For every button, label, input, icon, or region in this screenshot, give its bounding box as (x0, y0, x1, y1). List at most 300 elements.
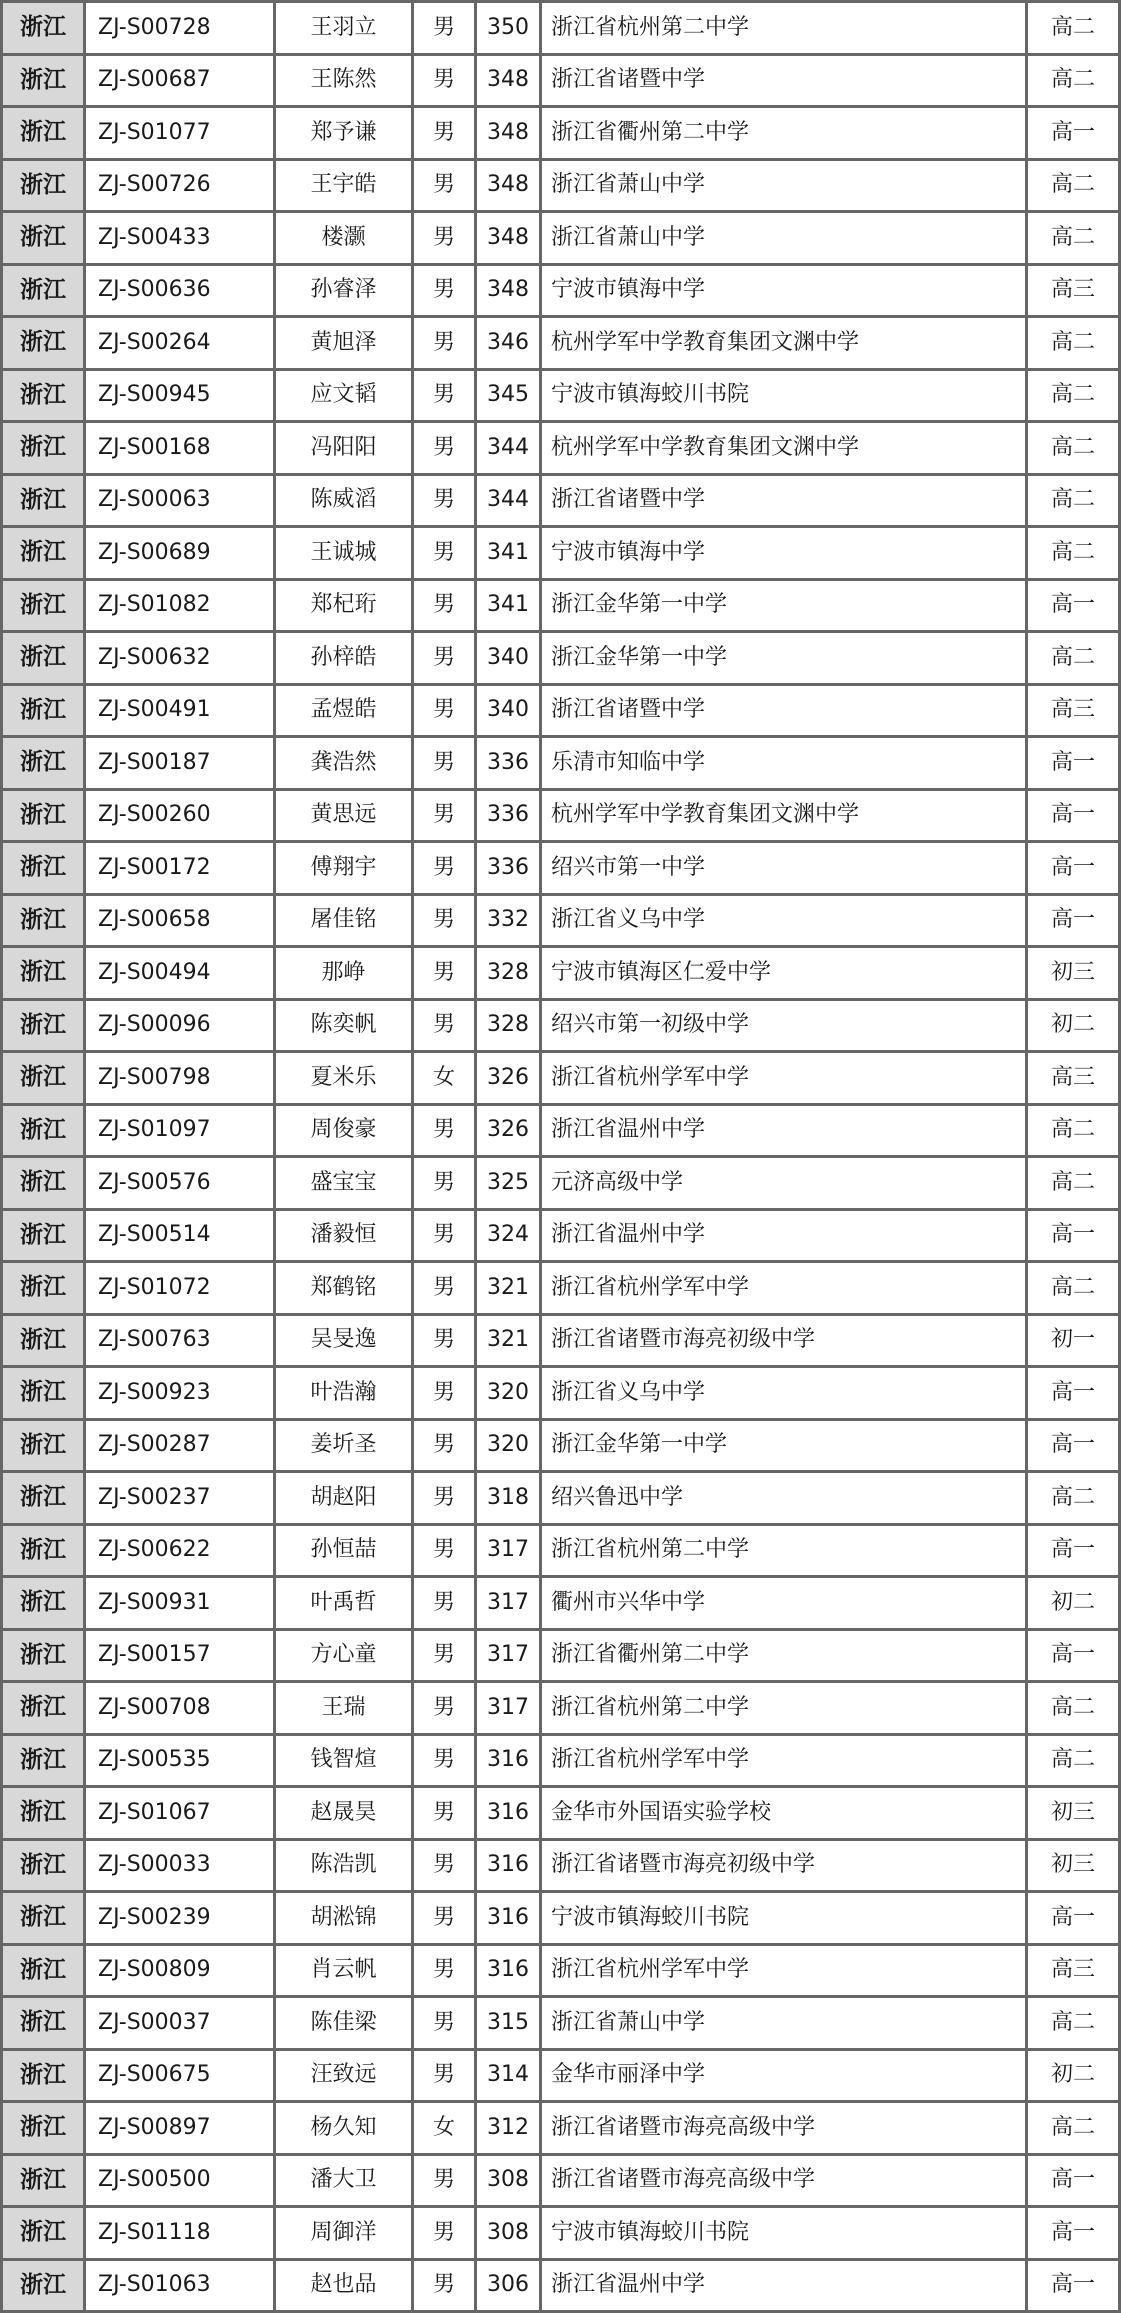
school-cell: 宁波市镇海蛟川书院 (541, 1892, 1027, 1945)
gender-cell: 男 (413, 737, 476, 790)
grade-cell: 高一 (1027, 1524, 1120, 1577)
student-name-cell: 赵也品 (275, 2259, 413, 2312)
table-row (2, 1157, 1120, 1210)
school-cell: 浙江省诸暨市海亮初级中学 (541, 1839, 1027, 1892)
school-cell: 浙江省温州中学 (541, 1104, 1027, 1157)
province-cell: 浙江 (2, 1997, 85, 2050)
gender-cell: 男 (413, 1997, 476, 2050)
student-name-cell: 盛宝宝 (275, 1157, 413, 1210)
student-id-cell: ZJ-S00172 (85, 842, 275, 895)
score-cell: 348 (476, 212, 541, 265)
school-cell: 浙江金华第一中学 (541, 1419, 1027, 1472)
score-cell: 314 (476, 2049, 541, 2102)
score-cell: 350 (476, 2, 541, 55)
score-cell: 321 (476, 1314, 541, 1367)
table-row (2, 2102, 1120, 2155)
gender-cell: 男 (413, 1682, 476, 1735)
gender-cell: 女 (413, 1052, 476, 1105)
student-id-cell: ZJ-S00157 (85, 1629, 275, 1682)
table-row (2, 1997, 1120, 2050)
student-name-cell: 郑鹤铭 (275, 1262, 413, 1315)
student-name-cell: 潘毅恒 (275, 1209, 413, 1262)
grade-cell: 高一 (1027, 1367, 1120, 1420)
score-cell: 317 (476, 1629, 541, 1682)
grade-cell: 高一 (1027, 1209, 1120, 1262)
gender-cell: 男 (413, 474, 476, 527)
student-name-cell: 孙睿泽 (275, 264, 413, 317)
school-cell: 浙江省诸暨市海亮高级中学 (541, 2154, 1027, 2207)
student-name-cell: 赵晟昊 (275, 1787, 413, 1840)
table-row (2, 54, 1120, 107)
school-cell: 浙江省萧山中学 (541, 212, 1027, 265)
province-cell: 浙江 (2, 1524, 85, 1577)
table-row (2, 1944, 1120, 1997)
grade-cell: 高二 (1027, 212, 1120, 265)
table-row (2, 159, 1120, 212)
grade-cell: 高一 (1027, 1892, 1120, 1945)
grade-cell: 高二 (1027, 474, 1120, 527)
gender-cell: 男 (413, 2207, 476, 2260)
province-cell: 浙江 (2, 894, 85, 947)
province-cell: 浙江 (2, 1892, 85, 1945)
table-row (2, 264, 1120, 317)
grade-cell: 高二 (1027, 369, 1120, 422)
score-cell: 316 (476, 1944, 541, 1997)
gender-cell: 男 (413, 159, 476, 212)
province-cell: 浙江 (2, 1419, 85, 1472)
gender-cell: 男 (413, 1157, 476, 1210)
student-id-cell: ZJ-S00433 (85, 212, 275, 265)
student-name-cell: 冯阳阳 (275, 422, 413, 475)
grade-cell: 高一 (1027, 2259, 1120, 2312)
gender-cell: 男 (413, 947, 476, 1000)
score-cell: 345 (476, 369, 541, 422)
grade-cell: 高二 (1027, 1682, 1120, 1735)
gender-cell: 男 (413, 2049, 476, 2102)
province-cell: 浙江 (2, 264, 85, 317)
score-cell: 320 (476, 1419, 541, 1472)
table-row (2, 1052, 1120, 1105)
province-cell: 浙江 (2, 789, 85, 842)
score-cell: 317 (476, 1682, 541, 1735)
table-row (2, 1577, 1120, 1630)
score-cell: 348 (476, 107, 541, 160)
student-id-cell: ZJ-S00945 (85, 369, 275, 422)
student-id-cell: ZJ-S00708 (85, 1682, 275, 1735)
gender-cell: 男 (413, 1734, 476, 1787)
grade-cell: 高二 (1027, 2102, 1120, 2155)
table-row (2, 894, 1120, 947)
grade-cell: 高一 (1027, 894, 1120, 947)
province-cell: 浙江 (2, 317, 85, 370)
province-cell: 浙江 (2, 1839, 85, 1892)
table-row (2, 2154, 1120, 2207)
score-cell: 316 (476, 1839, 541, 1892)
school-cell: 浙江省杭州第二中学 (541, 1524, 1027, 1577)
province-cell: 浙江 (2, 1682, 85, 1735)
table-row (2, 999, 1120, 1052)
province-cell: 浙江 (2, 1944, 85, 1997)
province-cell: 浙江 (2, 1787, 85, 1840)
province-cell: 浙江 (2, 369, 85, 422)
grade-cell: 高一 (1027, 789, 1120, 842)
student-id-cell: ZJ-S00728 (85, 2, 275, 55)
grade-cell: 高二 (1027, 1262, 1120, 1315)
school-cell: 浙江省杭州第二中学 (541, 2, 1027, 55)
score-cell: 341 (476, 527, 541, 580)
score-cell: 341 (476, 579, 541, 632)
province-cell: 浙江 (2, 107, 85, 160)
score-cell: 336 (476, 842, 541, 895)
student-name-cell: 王宇皓 (275, 159, 413, 212)
gender-cell: 男 (413, 2259, 476, 2312)
province-cell: 浙江 (2, 1629, 85, 1682)
school-cell: 浙江省诸暨中学 (541, 474, 1027, 527)
province-cell: 浙江 (2, 474, 85, 527)
province-cell: 浙江 (2, 54, 85, 107)
school-cell: 浙江省温州中学 (541, 1209, 1027, 1262)
table-row (2, 1839, 1120, 1892)
gender-cell: 男 (413, 684, 476, 737)
school-cell: 乐清市知临中学 (541, 737, 1027, 790)
score-cell: 326 (476, 1052, 541, 1105)
student-name-cell: 叶浩瀚 (275, 1367, 413, 1420)
student-name-cell: 黄思远 (275, 789, 413, 842)
grade-cell: 高一 (1027, 737, 1120, 790)
gender-cell: 男 (413, 369, 476, 422)
score-cell: 336 (476, 789, 541, 842)
student-name-cell: 楼灏 (275, 212, 413, 265)
school-cell: 浙江省萧山中学 (541, 1997, 1027, 2050)
grade-cell: 高二 (1027, 159, 1120, 212)
student-name-cell: 应文韬 (275, 369, 413, 422)
grade-cell: 高二 (1027, 1734, 1120, 1787)
table-row (2, 737, 1120, 790)
province-cell: 浙江 (2, 1472, 85, 1525)
school-cell: 宁波市镇海中学 (541, 527, 1027, 580)
province-cell: 浙江 (2, 2, 85, 55)
student-name-cell: 肖云帆 (275, 1944, 413, 1997)
grade-cell: 高一 (1027, 842, 1120, 895)
student-name-cell: 姜圻圣 (275, 1419, 413, 1472)
student-id-cell: ZJ-S00264 (85, 317, 275, 370)
school-cell: 浙江省衢州第二中学 (541, 1629, 1027, 1682)
gender-cell: 男 (413, 789, 476, 842)
grade-cell: 高三 (1027, 684, 1120, 737)
school-cell: 浙江省杭州学军中学 (541, 1944, 1027, 1997)
province-cell: 浙江 (2, 579, 85, 632)
grade-cell: 高一 (1027, 2207, 1120, 2260)
student-name-cell: 孟煜皓 (275, 684, 413, 737)
student-id-cell: ZJ-S01118 (85, 2207, 275, 2260)
student-id-cell: ZJ-S00494 (85, 947, 275, 1000)
province-cell: 浙江 (2, 422, 85, 475)
province-cell: 浙江 (2, 1734, 85, 1787)
student-id-cell: ZJ-S00287 (85, 1419, 275, 1472)
province-cell: 浙江 (2, 2049, 85, 2102)
school-cell: 浙江省诸暨市海亮高级中学 (541, 2102, 1027, 2155)
gender-cell: 男 (413, 1944, 476, 1997)
gender-cell: 男 (413, 264, 476, 317)
grade-cell: 高二 (1027, 1104, 1120, 1157)
student-name-cell: 傅翔宇 (275, 842, 413, 895)
grade-cell: 高二 (1027, 1472, 1120, 1525)
score-cell: 344 (476, 422, 541, 475)
student-name-cell: 方心童 (275, 1629, 413, 1682)
school-cell: 杭州学军中学教育集团文渊中学 (541, 789, 1027, 842)
province-cell: 浙江 (2, 684, 85, 737)
score-cell: 340 (476, 684, 541, 737)
table-row (2, 1262, 1120, 1315)
grade-cell: 高一 (1027, 1419, 1120, 1472)
table-row (2, 474, 1120, 527)
gender-cell: 男 (413, 579, 476, 632)
student-name-cell: 王羽立 (275, 2, 413, 55)
gender-cell: 男 (413, 1892, 476, 1945)
student-name-cell: 潘大卫 (275, 2154, 413, 2207)
province-cell: 浙江 (2, 632, 85, 685)
table-row (2, 579, 1120, 632)
gender-cell: 男 (413, 1209, 476, 1262)
school-cell: 浙江省诸暨中学 (541, 684, 1027, 737)
school-cell: 杭州学军中学教育集团文渊中学 (541, 317, 1027, 370)
gender-cell: 男 (413, 1262, 476, 1315)
gender-cell: 男 (413, 422, 476, 475)
school-cell: 宁波市镇海蛟川书院 (541, 369, 1027, 422)
grade-cell: 高二 (1027, 1157, 1120, 1210)
student-id-cell: ZJ-S00632 (85, 632, 275, 685)
student-name-cell: 胡赵阳 (275, 1472, 413, 1525)
student-name-cell: 汪致远 (275, 2049, 413, 2102)
student-name-cell: 钱智煊 (275, 1734, 413, 1787)
table-row (2, 317, 1120, 370)
score-cell: 308 (476, 2207, 541, 2260)
score-cell: 318 (476, 1472, 541, 1525)
table-row (2, 1104, 1120, 1157)
student-name-cell: 陈浩凯 (275, 1839, 413, 1892)
school-cell: 衢州市兴华中学 (541, 1577, 1027, 1630)
province-cell: 浙江 (2, 2102, 85, 2155)
score-cell: 320 (476, 1367, 541, 1420)
grade-cell: 初二 (1027, 1577, 1120, 1630)
grade-cell: 初三 (1027, 1839, 1120, 1892)
student-id-cell: ZJ-S01067 (85, 1787, 275, 1840)
student-name-cell: 周御洋 (275, 2207, 413, 2260)
school-cell: 浙江省杭州学军中学 (541, 1052, 1027, 1105)
score-cell: 308 (476, 2154, 541, 2207)
province-cell: 浙江 (2, 999, 85, 1052)
province-cell: 浙江 (2, 1157, 85, 1210)
grade-cell: 高一 (1027, 2154, 1120, 2207)
table-row (2, 1629, 1120, 1682)
province-cell: 浙江 (2, 2207, 85, 2260)
province-cell: 浙江 (2, 2154, 85, 2207)
school-cell: 元济高级中学 (541, 1157, 1027, 1210)
school-cell: 杭州学军中学教育集团文渊中学 (541, 422, 1027, 475)
score-cell: 344 (476, 474, 541, 527)
school-cell: 绍兴市第一中学 (541, 842, 1027, 895)
grade-cell: 高三 (1027, 264, 1120, 317)
grade-cell: 高二 (1027, 54, 1120, 107)
score-cell: 316 (476, 1734, 541, 1787)
student-name-cell: 郑杞珩 (275, 579, 413, 632)
gender-cell: 男 (413, 842, 476, 895)
score-cell: 315 (476, 1997, 541, 2050)
student-id-cell: ZJ-S01097 (85, 1104, 275, 1157)
school-cell: 浙江省诸暨中学 (541, 54, 1027, 107)
student-name-cell: 屠佳铭 (275, 894, 413, 947)
student-id-cell: ZJ-S00260 (85, 789, 275, 842)
score-cell: 306 (476, 2259, 541, 2312)
score-cell: 316 (476, 1892, 541, 1945)
table-row (2, 1367, 1120, 1420)
score-cell: 325 (476, 1157, 541, 1210)
school-cell: 宁波市镇海区仁爱中学 (541, 947, 1027, 1000)
table-row (2, 684, 1120, 737)
score-cell: 312 (476, 2102, 541, 2155)
table-row (2, 2, 1120, 55)
gender-cell: 男 (413, 527, 476, 580)
table-row (2, 1472, 1120, 1525)
student-name-cell: 孙恒喆 (275, 1524, 413, 1577)
gender-cell: 男 (413, 1839, 476, 1892)
school-cell: 浙江金华第一中学 (541, 632, 1027, 685)
score-cell: 321 (476, 1262, 541, 1315)
student-id-cell: ZJ-S00514 (85, 1209, 275, 1262)
score-cell: 324 (476, 1209, 541, 1262)
table-row (2, 212, 1120, 265)
school-cell: 宁波市镇海蛟川书院 (541, 2207, 1027, 2260)
province-cell: 浙江 (2, 1104, 85, 1157)
gender-cell: 男 (413, 1524, 476, 1577)
table-row (2, 1314, 1120, 1367)
student-id-cell: ZJ-S00063 (85, 474, 275, 527)
gender-cell: 男 (413, 1577, 476, 1630)
student-name-cell: 王诚城 (275, 527, 413, 580)
grade-cell: 高一 (1027, 579, 1120, 632)
school-cell: 浙江省衢州第二中学 (541, 107, 1027, 160)
student-name-cell: 陈奕帆 (275, 999, 413, 1052)
grade-cell: 初三 (1027, 947, 1120, 1000)
table-row (2, 1734, 1120, 1787)
score-cell: 317 (476, 1524, 541, 1577)
score-cell: 348 (476, 54, 541, 107)
gender-cell: 男 (413, 2154, 476, 2207)
student-id-cell: ZJ-S00500 (85, 2154, 275, 2207)
student-name-cell: 龚浩然 (275, 737, 413, 790)
gender-cell: 男 (413, 54, 476, 107)
grade-cell: 高一 (1027, 107, 1120, 160)
score-cell: 328 (476, 947, 541, 1000)
table-row (2, 107, 1120, 160)
table-row (2, 632, 1120, 685)
gender-cell: 女 (413, 2102, 476, 2155)
student-id-cell: ZJ-S00675 (85, 2049, 275, 2102)
student-id-cell: ZJ-S01077 (85, 107, 275, 160)
province-cell: 浙江 (2, 527, 85, 580)
grade-cell: 高二 (1027, 317, 1120, 370)
gender-cell: 男 (413, 2, 476, 55)
student-id-cell: ZJ-S00168 (85, 422, 275, 475)
student-id-cell: ZJ-S00037 (85, 1997, 275, 2050)
school-cell: 浙江省杭州学军中学 (541, 1734, 1027, 1787)
gender-cell: 男 (413, 1472, 476, 1525)
school-cell: 浙江省杭州学军中学 (541, 1262, 1027, 1315)
province-cell: 浙江 (2, 159, 85, 212)
grade-cell: 初一 (1027, 1314, 1120, 1367)
table-row (2, 2259, 1120, 2312)
province-cell: 浙江 (2, 1052, 85, 1105)
gender-cell: 男 (413, 894, 476, 947)
table-row (2, 789, 1120, 842)
province-cell: 浙江 (2, 1262, 85, 1315)
gender-cell: 男 (413, 107, 476, 160)
grade-cell: 初二 (1027, 999, 1120, 1052)
gender-cell: 男 (413, 999, 476, 1052)
school-cell: 浙江省温州中学 (541, 2259, 1027, 2312)
table-row (2, 2049, 1120, 2102)
student-id-cell: ZJ-S00622 (85, 1524, 275, 1577)
grade-cell: 高二 (1027, 2, 1120, 55)
score-cell: 332 (476, 894, 541, 947)
school-cell: 宁波市镇海中学 (541, 264, 1027, 317)
table-row (2, 1787, 1120, 1840)
student-name-cell: 杨久知 (275, 2102, 413, 2155)
school-cell: 浙江省杭州第二中学 (541, 1682, 1027, 1735)
province-cell: 浙江 (2, 1209, 85, 1262)
gender-cell: 男 (413, 1314, 476, 1367)
student-name-cell: 夏米乐 (275, 1052, 413, 1105)
grade-cell: 初二 (1027, 2049, 1120, 2102)
student-name-cell: 吴旻逸 (275, 1314, 413, 1367)
school-cell: 浙江省萧山中学 (541, 159, 1027, 212)
student-id-cell: ZJ-S00491 (85, 684, 275, 737)
province-cell: 浙江 (2, 212, 85, 265)
school-cell: 绍兴鲁迅中学 (541, 1472, 1027, 1525)
student-id-cell: ZJ-S01063 (85, 2259, 275, 2312)
gender-cell: 男 (413, 1419, 476, 1472)
grade-cell: 高一 (1027, 1629, 1120, 1682)
gender-cell: 男 (413, 1104, 476, 1157)
student-id-cell: ZJ-S00636 (85, 264, 275, 317)
student-id-cell: ZJ-S01082 (85, 579, 275, 632)
score-cell: 326 (476, 1104, 541, 1157)
school-cell: 浙江省义乌中学 (541, 1367, 1027, 1420)
student-name-cell: 陈佳梁 (275, 1997, 413, 2050)
province-cell: 浙江 (2, 842, 85, 895)
student-name-cell: 黄旭泽 (275, 317, 413, 370)
student-name-cell: 孙梓皓 (275, 632, 413, 685)
table-row (2, 1682, 1120, 1735)
school-cell: 绍兴市第一初级中学 (541, 999, 1027, 1052)
score-cell: 317 (476, 1577, 541, 1630)
grade-cell: 高二 (1027, 1997, 1120, 2050)
province-cell: 浙江 (2, 1367, 85, 1420)
score-cell: 328 (476, 999, 541, 1052)
student-name-cell: 王瑞 (275, 1682, 413, 1735)
grade-cell: 初三 (1027, 1787, 1120, 1840)
gender-cell: 男 (413, 317, 476, 370)
student-name-cell: 那峥 (275, 947, 413, 1000)
student-id-cell: ZJ-S00535 (85, 1734, 275, 1787)
table-row (2, 947, 1120, 1000)
student-id-cell: ZJ-S00689 (85, 527, 275, 580)
student-id-cell: ZJ-S00809 (85, 1944, 275, 1997)
student-id-cell: ZJ-S00239 (85, 1892, 275, 1945)
student-name-cell: 陈威滔 (275, 474, 413, 527)
score-cell: 336 (476, 737, 541, 790)
student-id-cell: ZJ-S00033 (85, 1839, 275, 1892)
